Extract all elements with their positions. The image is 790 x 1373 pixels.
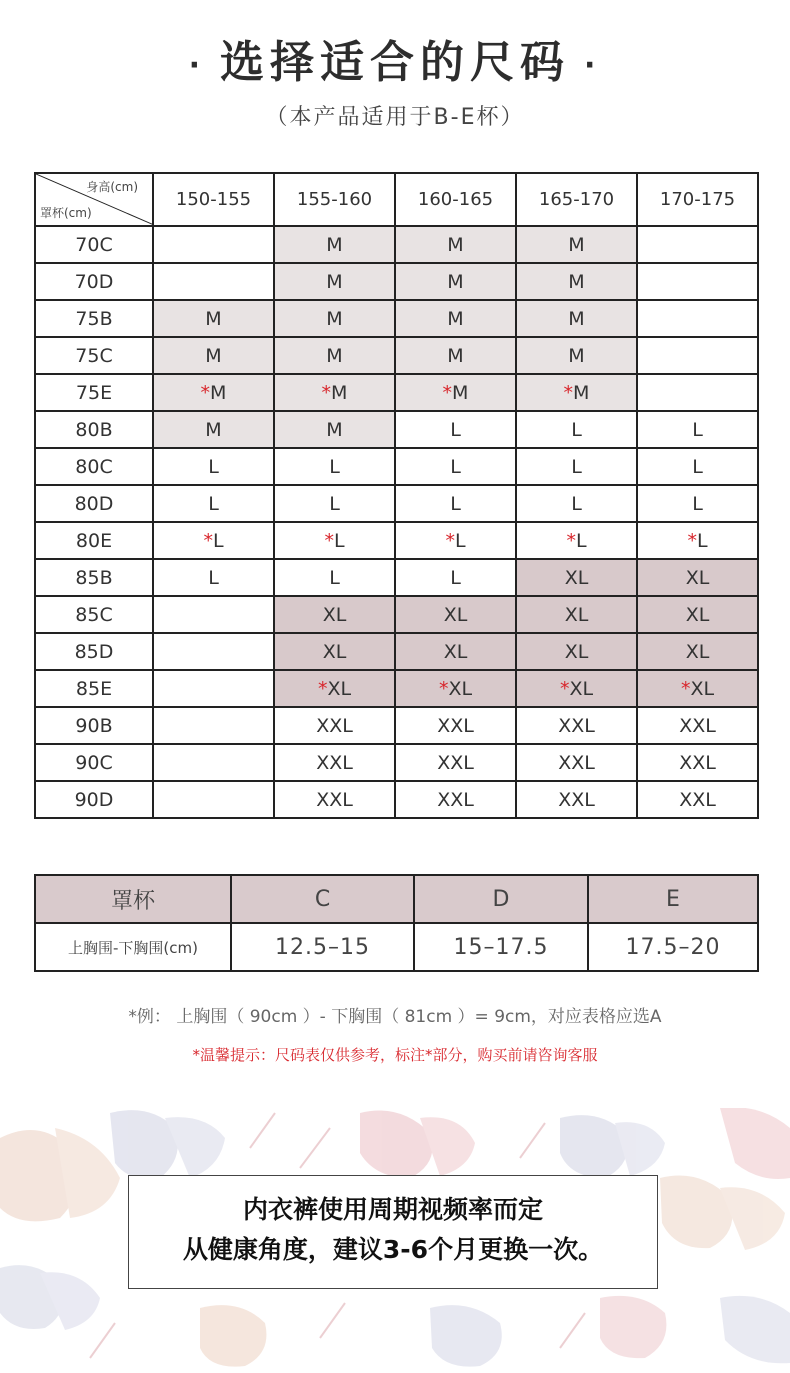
size-value: M [568, 270, 585, 293]
size-cell [516, 559, 637, 596]
size-cell [153, 337, 274, 374]
size-value: L [571, 455, 582, 478]
bra-size-label: 80D [35, 485, 153, 522]
size-cell [395, 670, 516, 707]
size-value: XL [443, 640, 468, 663]
bust-diff-value: 17.5–20 [588, 923, 758, 971]
size-cell [516, 411, 637, 448]
size-value: XXL [437, 714, 474, 737]
size-cell [516, 781, 637, 818]
size-cell [637, 448, 758, 485]
size-cell [516, 263, 637, 300]
size-row [35, 485, 758, 522]
size-cell [153, 300, 274, 337]
cup-letter: C [231, 875, 414, 923]
height-header: 165-170 [516, 173, 637, 226]
size-value: XL [327, 677, 352, 700]
size-cell [395, 337, 516, 374]
warm-tip: *温馨提示：尺码表仅供参考，标注*部分，购买前请咨询客服 [192, 1046, 598, 1064]
size-cell [516, 337, 637, 374]
size-cell [153, 374, 274, 411]
size-value: M [210, 381, 227, 404]
size-cell [637, 263, 758, 300]
size-value: L [571, 418, 582, 441]
size-cell [637, 633, 758, 670]
size-value: M [452, 381, 469, 404]
bra-illustration-10 [600, 1296, 666, 1358]
size-value: L [692, 492, 703, 515]
corner-cell [35, 173, 153, 226]
size-cell [637, 707, 758, 744]
size-cell [274, 263, 395, 300]
cup-header-row [35, 875, 758, 923]
size-cell [274, 374, 395, 411]
size-value: L [575, 529, 587, 552]
notice-line-1: 内衣裤使用周期视频率而定 [242, 1195, 543, 1224]
bra-size-label: 75E [35, 374, 153, 411]
bust-diff-label: 上胸围-下胸围(cm) [35, 923, 231, 971]
star-mark: * [563, 381, 574, 404]
size-cell [516, 374, 637, 411]
size-value: XL [685, 566, 710, 589]
size-cell [516, 448, 637, 485]
height-header: 150-155 [153, 173, 274, 226]
size-row [35, 744, 758, 781]
cup-letter: E [588, 875, 758, 923]
size-cell [395, 781, 516, 818]
size-value: XXL [679, 751, 716, 774]
size-cell [395, 300, 516, 337]
size-cell [395, 411, 516, 448]
star-mark: * [317, 677, 328, 700]
bra-illustration-7 [200, 1305, 266, 1366]
size-cell [395, 559, 516, 596]
size-cell [274, 781, 395, 818]
size-value: M [568, 233, 585, 256]
bra-size-label: 75C [35, 337, 153, 374]
size-cell [516, 226, 637, 263]
size-value: XL [322, 603, 347, 626]
size-value: XXL [437, 751, 474, 774]
size-row [35, 707, 758, 744]
bra-size-label: 80B [35, 411, 153, 448]
size-value: XL [564, 640, 589, 663]
star-mark: * [200, 381, 211, 404]
bra-size-label: 70C [35, 226, 153, 263]
size-value: L [692, 418, 703, 441]
size-cell [637, 559, 758, 596]
bra-size-label: 90C [35, 744, 153, 781]
size-cell [274, 448, 395, 485]
size-cell [637, 744, 758, 781]
size-row [35, 670, 758, 707]
size-cell [274, 411, 395, 448]
size-cell [395, 633, 516, 670]
size-value: L [208, 492, 219, 515]
size-value: XXL [316, 751, 353, 774]
size-value: M [447, 344, 464, 367]
size-cell [153, 226, 274, 263]
size-row [35, 781, 758, 818]
size-cell [516, 670, 637, 707]
size-cell [395, 485, 516, 522]
size-value: L [450, 492, 461, 515]
size-cell [153, 744, 274, 781]
size-value: L [696, 529, 708, 552]
size-cell [395, 596, 516, 633]
size-value: XL [685, 603, 710, 626]
size-value: XL [448, 677, 473, 700]
size-cell [153, 522, 274, 559]
size-value: L [329, 492, 340, 515]
size-cell [637, 226, 758, 263]
size-value: XXL [316, 714, 353, 737]
bra-illustration-8 [430, 1305, 502, 1366]
star-mark: * [203, 529, 213, 552]
size-cell [274, 744, 395, 781]
size-value: L [212, 529, 224, 552]
star-mark: * [566, 529, 576, 552]
star-mark: * [321, 381, 332, 404]
size-value: L [454, 529, 466, 552]
bra-size-label: 90B [35, 707, 153, 744]
size-value: XXL [558, 714, 595, 737]
height-axis-label: 身高(cm) [86, 180, 138, 194]
size-value: XXL [316, 788, 353, 811]
size-cell [637, 374, 758, 411]
size-cell [153, 448, 274, 485]
size-value: XXL [679, 714, 716, 737]
size-cell [637, 522, 758, 559]
page-title [0, 26, 790, 90]
bra-illustration-2 [110, 1110, 225, 1179]
size-row [35, 263, 758, 300]
size-cell [516, 522, 637, 559]
size-value: L [333, 529, 345, 552]
size-cell [395, 744, 516, 781]
size-row [35, 337, 758, 374]
size-row [35, 633, 758, 670]
title-dot-left: · [188, 47, 206, 83]
size-cell [637, 300, 758, 337]
height-header: 155-160 [274, 173, 395, 226]
bra-illustration-11 [720, 1296, 790, 1363]
size-chart-table [34, 172, 759, 819]
size-value: XXL [558, 751, 595, 774]
size-cell [395, 226, 516, 263]
bra-illustration-3 [360, 1111, 475, 1179]
size-value: XL [564, 603, 589, 626]
bra-illustration-1 [0, 1128, 120, 1221]
cup-diff-row [35, 923, 758, 971]
bra-size-label: 80C [35, 448, 153, 485]
star-mark: * [559, 677, 570, 700]
size-cell [637, 781, 758, 818]
size-cell [274, 559, 395, 596]
size-value: M [326, 270, 343, 293]
size-cell [516, 300, 637, 337]
size-row [35, 374, 758, 411]
size-cell [274, 633, 395, 670]
size-cell [274, 485, 395, 522]
star-mark: * [680, 677, 691, 700]
size-cell [395, 707, 516, 744]
size-cell [153, 485, 274, 522]
bra-illustration-9 [660, 1176, 785, 1251]
bra-illustration-5 [720, 1108, 790, 1179]
title-dot-right: · [584, 47, 602, 83]
size-row [35, 226, 758, 263]
size-value: L [571, 492, 582, 515]
size-value: M [447, 233, 464, 256]
bra-size-label: 90D [35, 781, 153, 818]
size-value: XL [564, 566, 589, 589]
cup-axis-label: 罩杯(cm) [40, 206, 92, 220]
size-value: M [326, 233, 343, 256]
size-value: L [692, 455, 703, 478]
size-value: L [450, 455, 461, 478]
size-row [35, 596, 758, 633]
size-cell [516, 485, 637, 522]
size-value: XL [685, 640, 710, 663]
size-cell [637, 670, 758, 707]
size-cell [516, 596, 637, 633]
size-cell [153, 263, 274, 300]
bra-size-label: 85D [35, 633, 153, 670]
size-cell [274, 522, 395, 559]
size-row [35, 522, 758, 559]
size-value: L [450, 566, 461, 589]
size-value: M [205, 307, 222, 330]
size-cell [153, 559, 274, 596]
bra-size-label: 85C [35, 596, 153, 633]
bra-illustration-4 [560, 1115, 665, 1178]
size-value: L [329, 455, 340, 478]
bust-diff-value: 12.5–15 [231, 923, 414, 971]
bust-diff-value: 15–17.5 [414, 923, 588, 971]
size-cell [637, 485, 758, 522]
size-row [35, 448, 758, 485]
size-cell [637, 411, 758, 448]
star-mark: * [324, 529, 334, 552]
star-mark: * [442, 381, 453, 404]
size-cell [153, 781, 274, 818]
size-value: M [205, 344, 222, 367]
size-cell [395, 374, 516, 411]
size-row [35, 559, 758, 596]
size-cell [637, 596, 758, 633]
size-row [35, 411, 758, 448]
cup-table [34, 874, 759, 972]
size-value: M [326, 418, 343, 441]
size-cell [637, 337, 758, 374]
size-value: M [568, 307, 585, 330]
size-cell [153, 670, 274, 707]
size-value: XL [443, 603, 468, 626]
size-cell [516, 633, 637, 670]
size-cell [153, 707, 274, 744]
size-value: L [208, 455, 219, 478]
bra-size-label: 70D [35, 263, 153, 300]
star-mark: * [445, 529, 455, 552]
size-cell [153, 633, 274, 670]
size-cell [153, 411, 274, 448]
size-value: M [326, 307, 343, 330]
size-value: XL [322, 640, 347, 663]
size-value: XXL [679, 788, 716, 811]
size-value: XL [690, 677, 715, 700]
size-value: L [450, 418, 461, 441]
bra-size-label: 85B [35, 559, 153, 596]
cup-header-label: 罩杯 [35, 875, 231, 923]
size-cell [516, 744, 637, 781]
size-cell [274, 596, 395, 633]
height-header: 160-165 [395, 173, 516, 226]
bra-illustration-6 [0, 1265, 100, 1330]
size-cell [395, 522, 516, 559]
size-value: XXL [558, 788, 595, 811]
replacement-notice [128, 1175, 658, 1289]
size-value: M [205, 418, 222, 441]
star-mark: * [438, 677, 449, 700]
size-cell [516, 707, 637, 744]
size-value: M [447, 307, 464, 330]
page-subtitle: （本产品适用于B-E杯） [265, 105, 525, 130]
size-row [35, 300, 758, 337]
size-cell [153, 596, 274, 633]
size-value: M [331, 381, 348, 404]
star-mark: * [687, 529, 697, 552]
bra-size-label: 75B [35, 300, 153, 337]
size-chart-body [35, 226, 758, 818]
title-text: 选择适合的尺码 [220, 37, 570, 88]
size-cell [274, 226, 395, 263]
size-cell [274, 300, 395, 337]
size-value: XL [569, 677, 594, 700]
height-header: 170-175 [637, 173, 758, 226]
size-value: XXL [437, 788, 474, 811]
size-cell [395, 448, 516, 485]
size-value: M [573, 381, 590, 404]
size-cell [395, 263, 516, 300]
example-note: *例： 上胸围（ 90cm ）- 下胸围（ 81cm ）= 9cm，对应表格应选A [128, 1007, 662, 1027]
size-value: L [208, 566, 219, 589]
notice-line-2: 从健康角度，建议3-6个月更换一次。 [182, 1235, 604, 1264]
size-value: L [329, 566, 340, 589]
size-cell [274, 670, 395, 707]
size-cell [274, 337, 395, 374]
size-cell [274, 707, 395, 744]
bra-size-label: 80E [35, 522, 153, 559]
bra-size-label: 85E [35, 670, 153, 707]
size-value: M [447, 270, 464, 293]
size-value: M [568, 344, 585, 367]
size-value: M [326, 344, 343, 367]
cup-letter: D [414, 875, 588, 923]
size-chart-header-row [35, 173, 758, 226]
